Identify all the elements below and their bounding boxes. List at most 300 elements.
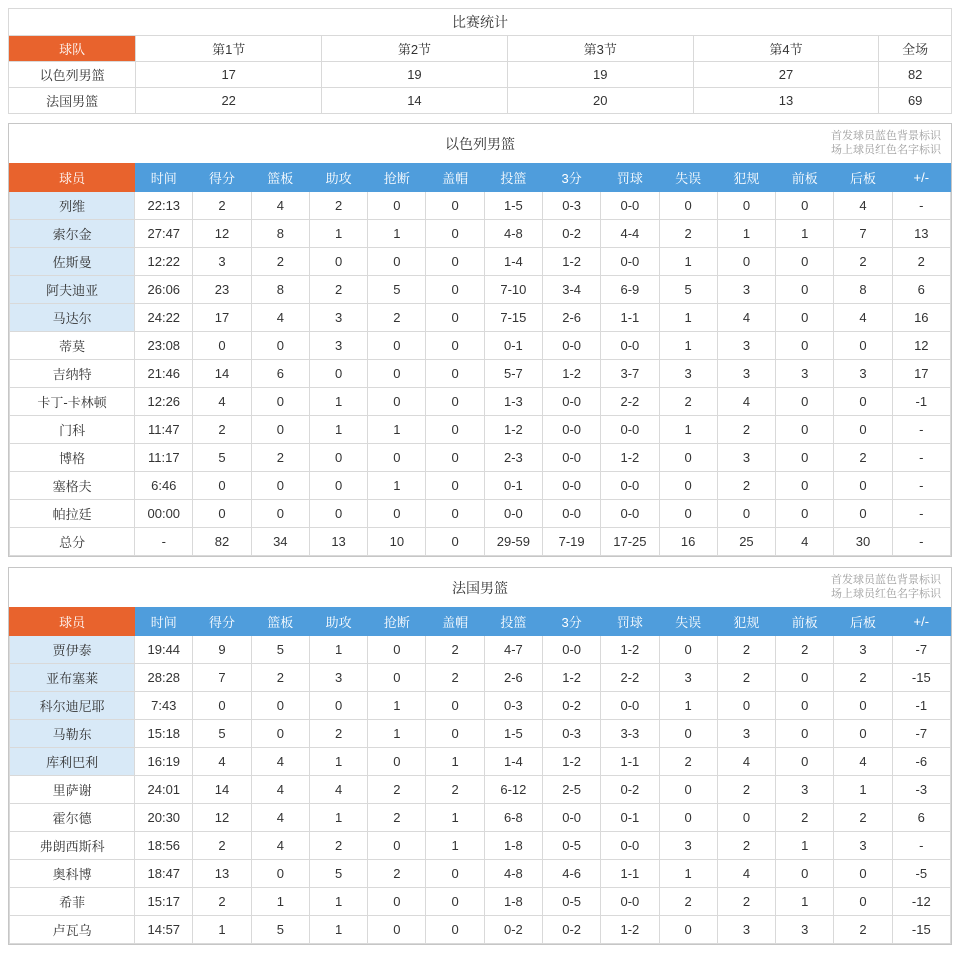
- column-header-11: 犯规: [717, 608, 775, 636]
- stat-cell: 4: [717, 304, 775, 332]
- stat-cell: 17-25: [601, 528, 659, 556]
- column-header-9: 罚球: [601, 608, 659, 636]
- stat-cell: 0: [426, 388, 484, 416]
- stat-cell: 1: [251, 888, 309, 916]
- stat-cell: 30: [834, 528, 892, 556]
- stat-cell: 2-6: [543, 304, 601, 332]
- stat-cell: 28:28: [135, 664, 193, 692]
- stat-cell: 4-8: [484, 220, 542, 248]
- stat-cell: 0: [776, 720, 834, 748]
- stat-cell: 1: [368, 220, 426, 248]
- stat-cell: 34: [251, 528, 309, 556]
- stat-cell: 1-2: [601, 916, 659, 944]
- stat-cell: 0-3: [484, 692, 542, 720]
- stat-cell: 7-10: [484, 276, 542, 304]
- score-cell: 22: [136, 88, 322, 114]
- stat-cell: 17: [892, 360, 950, 388]
- stat-cell: 26:06: [135, 276, 193, 304]
- stat-cell: 11:47: [135, 416, 193, 444]
- stat-cell: 1: [193, 916, 251, 944]
- stat-cell: 4-4: [601, 220, 659, 248]
- stat-cell: 3: [717, 276, 775, 304]
- player-row: [10, 804, 951, 832]
- stat-cell: 0: [659, 636, 717, 664]
- stat-cell: 0: [368, 332, 426, 360]
- column-header-7: 投篮: [484, 608, 542, 636]
- stat-cell: 22:13: [135, 192, 193, 220]
- stat-cell: 0: [309, 248, 367, 276]
- stat-cell: 3: [834, 360, 892, 388]
- stat-cell: 0: [426, 528, 484, 556]
- stat-cell: 0: [368, 360, 426, 388]
- column-header-11: 犯规: [717, 164, 775, 192]
- stat-cell: 1: [834, 776, 892, 804]
- stat-cell: 0: [193, 332, 251, 360]
- stat-cell: 1: [368, 472, 426, 500]
- stat-cell: 4-6: [543, 860, 601, 888]
- stat-cell: 0: [426, 500, 484, 528]
- stat-cell: 0: [368, 832, 426, 860]
- stat-cell: 1: [309, 416, 367, 444]
- player-row: [10, 220, 951, 248]
- stat-cell: -: [892, 416, 950, 444]
- stat-cell: 4: [834, 748, 892, 776]
- stat-cell: 6:46: [135, 472, 193, 500]
- team-card-france: [8, 567, 952, 945]
- stat-cell: -: [892, 528, 950, 556]
- stat-cell: 0: [251, 416, 309, 444]
- stat-cell: 4: [776, 528, 834, 556]
- column-header-12: 前板: [776, 164, 834, 192]
- stat-cell: 11:17: [135, 444, 193, 472]
- stat-cell: 4: [251, 748, 309, 776]
- stat-cell: 3: [309, 304, 367, 332]
- stat-cell: 2: [368, 804, 426, 832]
- stat-cell: 2: [717, 776, 775, 804]
- stat-cell: 15:18: [135, 720, 193, 748]
- summary-title-row: [9, 9, 952, 36]
- stat-cell: 3: [659, 664, 717, 692]
- stat-cell: 2: [717, 416, 775, 444]
- stat-cell: 14: [193, 360, 251, 388]
- stat-cell: 1: [426, 832, 484, 860]
- stat-cell: 4: [834, 192, 892, 220]
- stat-cell: 0-0: [601, 888, 659, 916]
- stats-header-row: [10, 608, 951, 636]
- column-header-team: 球队: [9, 36, 136, 62]
- stat-cell: 2: [659, 748, 717, 776]
- stat-cell: 5: [309, 860, 367, 888]
- column-header-13: 后板: [834, 608, 892, 636]
- team-score-row: [9, 88, 952, 114]
- player-name-cell: 贾伊泰: [10, 636, 135, 664]
- stat-cell: 0: [309, 500, 367, 528]
- stat-cell: 23:08: [135, 332, 193, 360]
- stat-cell: 2: [834, 444, 892, 472]
- stat-cell: 1: [776, 220, 834, 248]
- stat-cell: 0: [426, 332, 484, 360]
- stat-cell: 1: [309, 748, 367, 776]
- stat-cell: 0-1: [484, 332, 542, 360]
- stat-cell: 0: [426, 444, 484, 472]
- player-row: [10, 888, 951, 916]
- player-row: [10, 692, 951, 720]
- stat-cell: 0-2: [484, 916, 542, 944]
- column-header-3: 篮板: [251, 608, 309, 636]
- total-row: [10, 528, 951, 556]
- stat-cell: 4: [193, 388, 251, 416]
- stat-cell: -7: [892, 720, 950, 748]
- stat-cell: 5: [368, 276, 426, 304]
- player-name-cell: 亚布塞莱: [10, 664, 135, 692]
- stat-cell: 4: [717, 860, 775, 888]
- player-name-cell: 希菲: [10, 888, 135, 916]
- stat-cell: 23: [193, 276, 251, 304]
- stat-cell: 1-2: [601, 636, 659, 664]
- stat-cell: 3: [309, 664, 367, 692]
- stat-cell: 0-2: [601, 776, 659, 804]
- stat-cell: 0-5: [543, 888, 601, 916]
- stat-cell: 10: [368, 528, 426, 556]
- stat-cell: 2: [368, 304, 426, 332]
- stat-cell: 27:47: [135, 220, 193, 248]
- stat-cell: 2-2: [601, 388, 659, 416]
- stat-cell: -6: [892, 748, 950, 776]
- stat-cell: 0-5: [543, 832, 601, 860]
- stat-cell: 0-1: [484, 472, 542, 500]
- player-row: [10, 664, 951, 692]
- stat-cell: 0-2: [543, 220, 601, 248]
- stat-cell: 4: [193, 748, 251, 776]
- stat-cell: 0: [659, 444, 717, 472]
- stat-cell: 24:01: [135, 776, 193, 804]
- player-name-cell: 门科: [10, 416, 135, 444]
- player-name-cell: 索尔金: [10, 220, 135, 248]
- stat-cell: 2: [426, 636, 484, 664]
- player-row: [10, 416, 951, 444]
- stat-cell: 2: [659, 388, 717, 416]
- score-cell: 82: [879, 62, 952, 88]
- stat-cell: 0: [659, 500, 717, 528]
- stat-cell: 0: [834, 860, 892, 888]
- player-row: [10, 360, 951, 388]
- stat-cell: 2: [368, 860, 426, 888]
- stat-cell: 1-2: [543, 248, 601, 276]
- column-header-6: 盖帽: [426, 608, 484, 636]
- stat-cell: 0: [426, 360, 484, 388]
- score-cell: 27: [693, 62, 879, 88]
- stat-cell: 0: [426, 692, 484, 720]
- stat-cell: 3-4: [543, 276, 601, 304]
- stat-cell: 2: [251, 664, 309, 692]
- stat-cell: 0: [776, 248, 834, 276]
- stat-cell: 6-9: [601, 276, 659, 304]
- stat-cell: 0: [776, 692, 834, 720]
- stat-cell: 0: [834, 888, 892, 916]
- stat-cell: 1: [717, 220, 775, 248]
- stat-cell: 3: [193, 248, 251, 276]
- stat-cell: 0: [659, 720, 717, 748]
- stat-cell: 19:44: [135, 636, 193, 664]
- column-header-10: 失误: [659, 608, 717, 636]
- stat-cell: 0-0: [601, 832, 659, 860]
- stat-cell: 4: [717, 388, 775, 416]
- player-row: [10, 192, 951, 220]
- stat-cell: 0: [426, 248, 484, 276]
- stat-cell: 0: [426, 888, 484, 916]
- column-header-4: 助攻: [309, 608, 367, 636]
- stat-cell: -15: [892, 664, 950, 692]
- stat-cell: 3: [834, 832, 892, 860]
- stat-cell: 1-2: [484, 416, 542, 444]
- stat-cell: 0: [251, 860, 309, 888]
- stat-cell: -12: [892, 888, 950, 916]
- stat-cell: 0: [776, 304, 834, 332]
- stat-cell: 1-5: [484, 192, 542, 220]
- stat-cell: 12: [892, 332, 950, 360]
- column-header-3: 篮板: [251, 164, 309, 192]
- stat-cell: 2: [717, 636, 775, 664]
- team-titlebar: [9, 568, 951, 607]
- stat-cell: 0: [309, 472, 367, 500]
- column-header-total: 全场: [879, 36, 952, 62]
- stat-cell: 2: [368, 776, 426, 804]
- stat-cell: 3: [717, 720, 775, 748]
- score-cell: 17: [136, 62, 322, 88]
- stat-cell: 0-1: [601, 804, 659, 832]
- stat-cell: 0: [834, 332, 892, 360]
- stat-cell: 3: [776, 776, 834, 804]
- stat-cell: 0: [834, 416, 892, 444]
- stat-cell: 4: [251, 304, 309, 332]
- stat-cell: 0-0: [601, 416, 659, 444]
- stat-cell: 2: [426, 776, 484, 804]
- stat-cell: 0-0: [601, 472, 659, 500]
- stat-cell: 0: [776, 416, 834, 444]
- stat-cell: 4: [834, 304, 892, 332]
- stat-cell: 2-3: [484, 444, 542, 472]
- player-name-cell: 里萨谢: [10, 776, 135, 804]
- player-row: [10, 472, 951, 500]
- stat-cell: 0-0: [543, 500, 601, 528]
- summary-title: 比赛统计: [9, 9, 952, 36]
- stat-cell: 3: [776, 916, 834, 944]
- stat-cell: 00:00: [135, 500, 193, 528]
- stat-cell: 3: [717, 916, 775, 944]
- stat-cell: 2: [834, 664, 892, 692]
- stat-cell: 0-0: [543, 332, 601, 360]
- stat-cell: -: [892, 472, 950, 500]
- stat-cell: 20:30: [135, 804, 193, 832]
- stat-cell: 1-1: [601, 860, 659, 888]
- player-name-cell: 马勒东: [10, 720, 135, 748]
- stat-cell: -3: [892, 776, 950, 804]
- stat-cell: 5: [193, 720, 251, 748]
- stat-cell: 0: [309, 360, 367, 388]
- stat-cell: 0: [426, 276, 484, 304]
- stat-cell: 1: [309, 636, 367, 664]
- stat-cell: 0-0: [543, 444, 601, 472]
- column-header-4: 助攻: [309, 164, 367, 192]
- stat-cell: -1: [892, 388, 950, 416]
- stat-cell: 2-5: [543, 776, 601, 804]
- player-row: [10, 860, 951, 888]
- stat-cell: -5: [892, 860, 950, 888]
- stat-cell: 3-7: [601, 360, 659, 388]
- legend-note: [831, 573, 941, 601]
- stat-cell: 0: [659, 776, 717, 804]
- stat-cell: 0: [426, 220, 484, 248]
- stat-cell: 0: [193, 692, 251, 720]
- stat-cell: 0: [776, 444, 834, 472]
- column-header-0: 球员: [10, 608, 135, 636]
- player-name-cell: 阿夫迪亚: [10, 276, 135, 304]
- stat-cell: 2: [659, 220, 717, 248]
- stat-cell: 0: [251, 388, 309, 416]
- stat-cell: 0: [834, 500, 892, 528]
- stat-cell: 4: [251, 832, 309, 860]
- stat-cell: 16: [892, 304, 950, 332]
- stat-cell: 9: [193, 636, 251, 664]
- stat-cell: 2: [717, 664, 775, 692]
- stat-cell: 18:47: [135, 860, 193, 888]
- stat-cell: 0: [251, 472, 309, 500]
- stat-cell: 2: [309, 832, 367, 860]
- stat-cell: 2: [892, 248, 950, 276]
- stat-cell: 0: [776, 748, 834, 776]
- column-header-8: 3分: [543, 608, 601, 636]
- stat-cell: 29-59: [484, 528, 542, 556]
- stat-cell: 5-7: [484, 360, 542, 388]
- stat-cell: 1-4: [484, 748, 542, 776]
- stat-cell: 2: [309, 192, 367, 220]
- player-row: [10, 916, 951, 944]
- player-name-cell: 塞格夫: [10, 472, 135, 500]
- stat-cell: 3: [717, 360, 775, 388]
- stat-cell: -: [892, 192, 950, 220]
- stat-cell: 0: [717, 192, 775, 220]
- stat-cell: 6: [251, 360, 309, 388]
- stat-cell: 2: [717, 888, 775, 916]
- stat-cell: 1-5: [484, 720, 542, 748]
- stat-cell: 2: [193, 888, 251, 916]
- stat-cell: 0: [659, 472, 717, 500]
- stat-cell: -: [892, 500, 950, 528]
- column-header-q1: 第1节: [136, 36, 322, 62]
- player-name-cell: 佐斯曼: [10, 248, 135, 276]
- stat-cell: 4: [309, 776, 367, 804]
- stat-cell: 0: [717, 804, 775, 832]
- stat-cell: 4: [251, 192, 309, 220]
- stat-cell: 0: [426, 416, 484, 444]
- summary-table: [8, 8, 952, 114]
- stat-cell: 0-3: [543, 720, 601, 748]
- column-header-q3: 第3节: [507, 36, 693, 62]
- stat-cell: -15: [892, 916, 950, 944]
- stat-cell: 82: [193, 528, 251, 556]
- stat-cell: 17: [193, 304, 251, 332]
- stat-cell: 1: [659, 304, 717, 332]
- player-name-cell: 总分: [10, 528, 135, 556]
- stat-cell: 3: [717, 332, 775, 360]
- stat-cell: 7:43: [135, 692, 193, 720]
- stat-cell: -: [892, 832, 950, 860]
- player-row: [10, 776, 951, 804]
- stat-cell: 1: [309, 888, 367, 916]
- stat-cell: 0: [426, 860, 484, 888]
- stat-cell: 0: [659, 916, 717, 944]
- column-header-10: 失误: [659, 164, 717, 192]
- team-score-row: [9, 62, 952, 88]
- stat-cell: 13: [309, 528, 367, 556]
- player-row: [10, 444, 951, 472]
- stat-cell: -1: [892, 692, 950, 720]
- score-cell: 69: [879, 88, 952, 114]
- column-header-5: 抢断: [368, 164, 426, 192]
- player-name-cell: 科尔迪尼耶: [10, 692, 135, 720]
- stat-cell: 0: [659, 804, 717, 832]
- stat-cell: 0-0: [484, 500, 542, 528]
- stat-cell: 0-3: [543, 192, 601, 220]
- stat-cell: 3-3: [601, 720, 659, 748]
- player-name-cell: 弗朗西斯科: [10, 832, 135, 860]
- stat-cell: 8: [251, 276, 309, 304]
- stat-cell: 13: [193, 860, 251, 888]
- stat-cell: 0: [426, 720, 484, 748]
- legend-line-oncourt: 场上球员红色名字标识: [831, 144, 941, 156]
- stat-cell: 12: [193, 220, 251, 248]
- stat-cell: 6-12: [484, 776, 542, 804]
- stat-cell: 1-2: [543, 360, 601, 388]
- player-row: [10, 304, 951, 332]
- stat-cell: 0: [426, 916, 484, 944]
- stat-cell: 1: [426, 804, 484, 832]
- stat-cell: 0-0: [543, 804, 601, 832]
- player-row: [10, 832, 951, 860]
- stat-cell: 1-1: [601, 304, 659, 332]
- stat-cell: 1-2: [543, 664, 601, 692]
- column-header-2: 得分: [193, 164, 251, 192]
- stat-cell: 0-0: [601, 692, 659, 720]
- stat-cell: 0-0: [543, 472, 601, 500]
- player-row: [10, 248, 951, 276]
- stat-cell: 1: [368, 720, 426, 748]
- stat-cell: 2-6: [484, 664, 542, 692]
- stat-cell: 25: [717, 528, 775, 556]
- stat-cell: 0: [193, 472, 251, 500]
- stat-cell: 18:56: [135, 832, 193, 860]
- stat-cell: 0: [193, 500, 251, 528]
- stat-cell: 1-4: [484, 248, 542, 276]
- stat-cell: 5: [251, 916, 309, 944]
- stat-cell: 1: [659, 248, 717, 276]
- player-row: [10, 636, 951, 664]
- column-header-1: 时间: [135, 164, 193, 192]
- stat-cell: 2: [717, 832, 775, 860]
- stat-cell: 0: [776, 500, 834, 528]
- stat-cell: 3: [717, 444, 775, 472]
- stat-cell: 6: [892, 276, 950, 304]
- stat-cell: 0-0: [601, 500, 659, 528]
- stat-cell: 0: [776, 472, 834, 500]
- column-header-q4: 第4节: [693, 36, 879, 62]
- stat-cell: 8: [251, 220, 309, 248]
- stat-cell: 0: [834, 692, 892, 720]
- player-name-cell: 蒂莫: [10, 332, 135, 360]
- stat-cell: 1-8: [484, 888, 542, 916]
- stat-cell: 2: [309, 276, 367, 304]
- column-header-0: 球员: [10, 164, 135, 192]
